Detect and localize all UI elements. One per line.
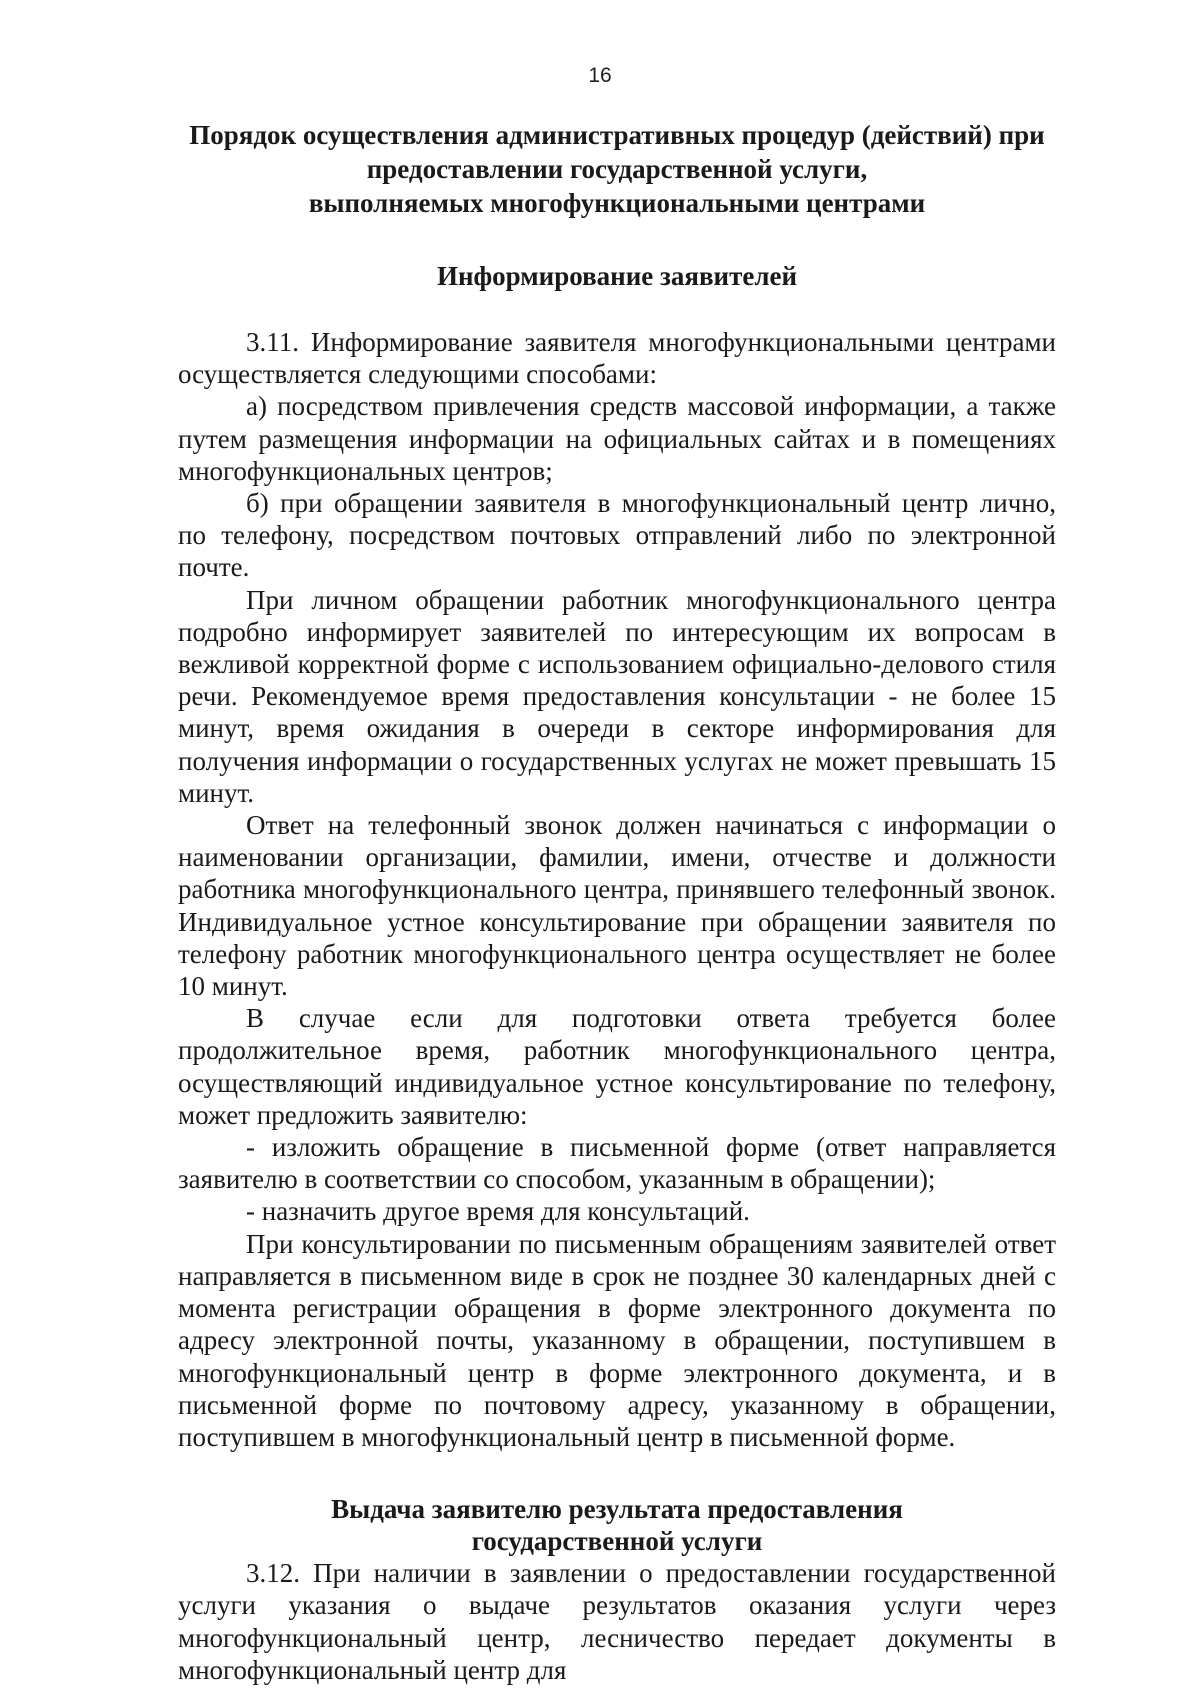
section-title-informing: Информирование заявителей (436, 261, 798, 291)
paragraph-item-a: а) посредством привлечения средств массовой информации, а также путем размещения информации на официальных сайтах и в помещениях многофункциональных центров; (178, 391, 1056, 486)
section-result-body (178, 1557, 1056, 1686)
list-item-written-form: - изложить обращение в письменной форме (ответ направляется заявителю в соответствии со способом, указанным в обращении); (178, 1132, 1056, 1195)
main-heading-line-3: выполняемых многофункциональными центрами (308, 188, 926, 218)
paragraph-item-b: б) при обращении заявителя в многофункциональный центр лично, по телефону, посредством почтовых отправлений либо по электронной почте. (178, 488, 1056, 583)
main-heading (178, 118, 1056, 220)
list-item-other-time: - назначить другое время для консультаций. (246, 1196, 750, 1227)
main-heading-line-2: предоставлении государственной услуги, (366, 154, 868, 184)
section-title-result-issuance (178, 1493, 1056, 1557)
paragraph-written-consultation: При консультировании по письменным обращениям заявителей ответ направляется в письменном виде в срок не позднее 30 календарных дней с момента регистрации обращения в форме электронного документа по адресу электронной почты, указанному в обращении, поступившем в многофункциональный центр в форме электронного документа, и в письменной форме по почтовому адресу, указанному в обращении, поступившем в многофункциональный центр в письменной форме. (178, 1228, 1056, 1452)
section-informing-body (178, 326, 1056, 1453)
paragraph-phone-call: Ответ на телефонный звонок должен начинаться с информации о наименовании организации, фамилии, имени, отчестве и должности работника многофункционального центра, принявшего телефонный звонок. Индивидуальное устное консультирование при обращении заявителя по телефону работник многофункционального центра осуществляет не более 10 минут. (178, 810, 1056, 1002)
section-title-line-2: государственной услуги (471, 1526, 763, 1557)
document-content (178, 118, 1056, 1686)
paragraph-3-11: 3.11. Информирование заявителя многофункциональными центрами осуществляется следующими способами: (178, 327, 1056, 390)
paragraph-longer-answer: В случае если для подготовки ответа требуется более продолжительное время, работник многофункционального центра, осуществляющий индивидуальное устное консультирование по телефону, может предложить заявителю: (178, 1003, 1056, 1130)
page-number: 16 (588, 64, 612, 87)
section-title-line-1: Выдача заявителю результата предоставления (331, 1494, 903, 1525)
main-heading-line-1: Порядок осуществления административных процедур (действий) при (189, 120, 1045, 150)
paragraph-3-12: 3.12. При наличии в заявлении о предоставлении государственной услуги указания о выдаче результатов оказания услуги через многофункциональный центр, лесничество передает документы в многофункциональный центр для (178, 1558, 1056, 1685)
paragraph-personal-visit: При личном обращении работник многофункционального центра подробно информирует заявителей по интересующим их вопросам в вежливой корректной форме с использованием официально-делового стиля речи. Рекомендуемое время предоставления консультации - не более 15 минут, время ожидания в очереди в секторе информирования для получения информации о государственных услугах не может превышать 15 минут. (178, 584, 1056, 808)
